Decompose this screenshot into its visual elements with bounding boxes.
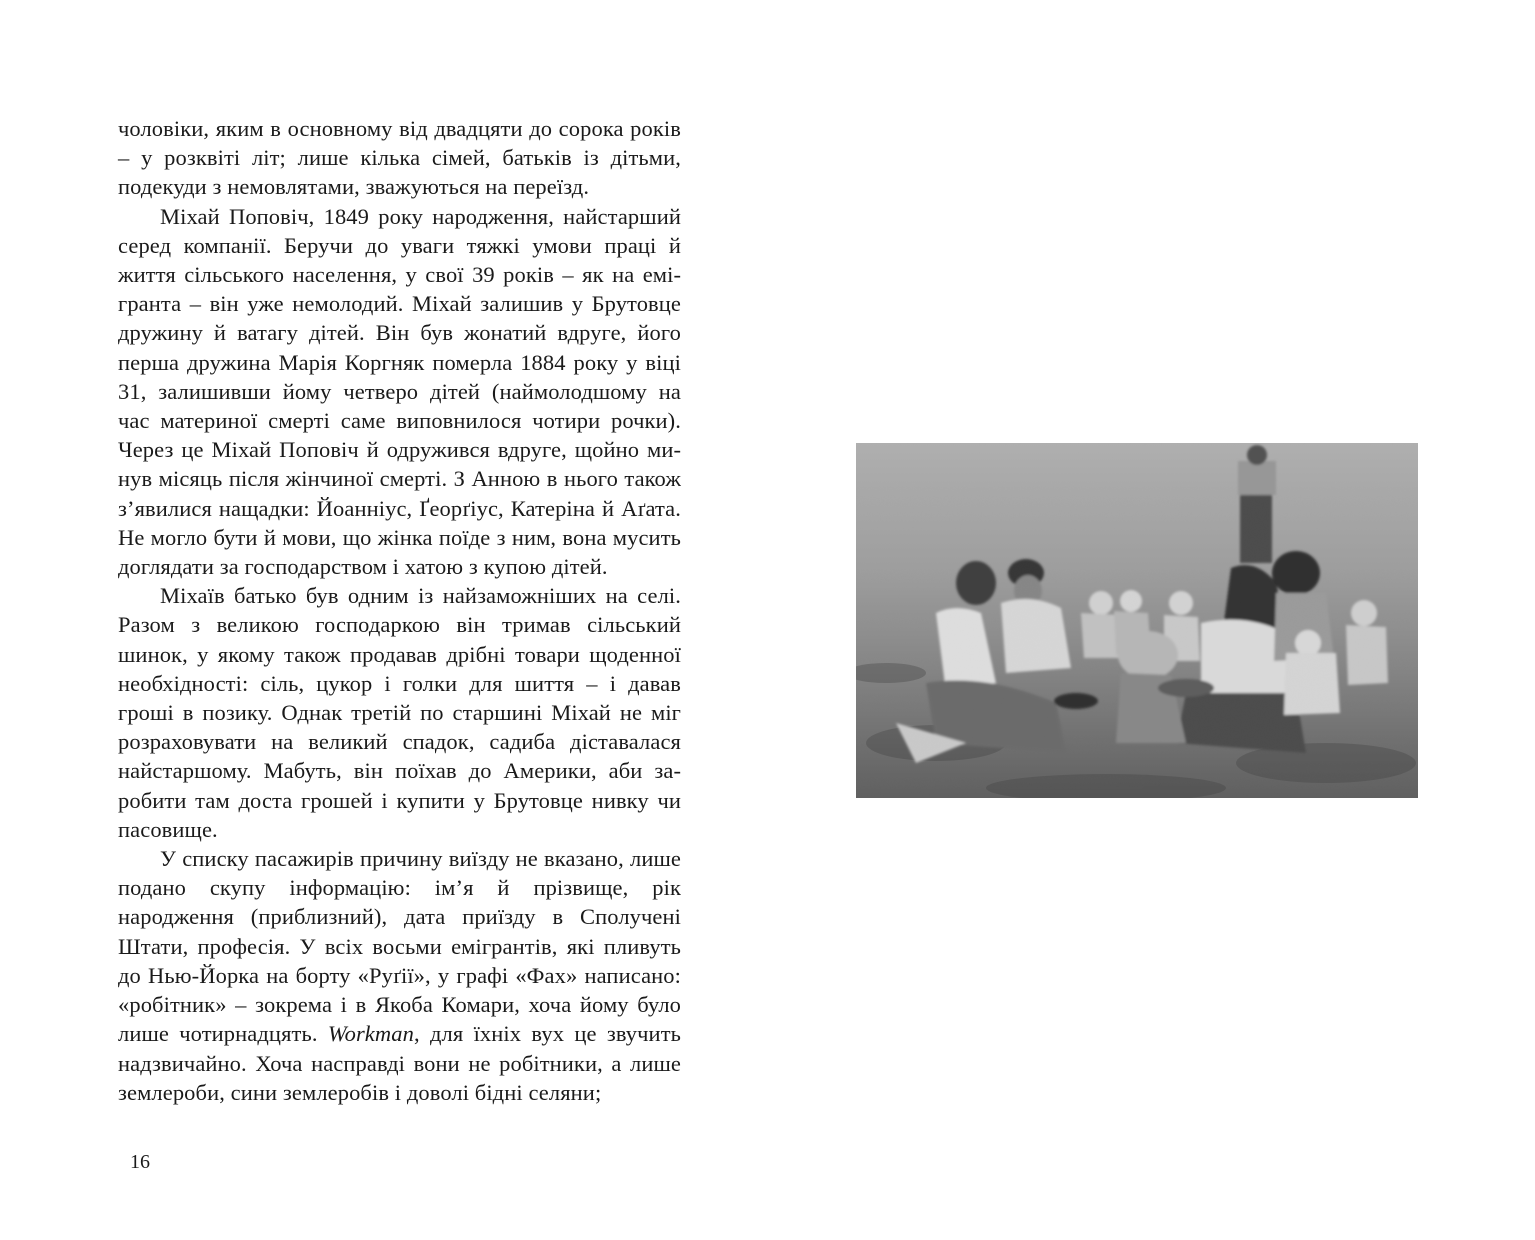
paragraph-4-italic-term: Workman	[327, 1021, 414, 1047]
paragraph-3: Міхаїв батько був одним із найзаможніших на селі. Разом з великою господаркою він тримав сільський шинок, у якому також продавав дрібні товари щоденної необхідності: сіль, цукор і голки для шиття – і давав гроші в позику. Однак третій по старшині Міхай не міг розраховувати на великий спадок, садиба діставалася найстаршому. Мабуть, він поїхав до Америки, аби заробити там доста грошей і купити у Брутовце нивку чи пасовище.	[118, 583, 681, 842]
family-picnic-photo	[856, 443, 1418, 798]
paragraph-2: Міхай Поповіч, 1849 року народження, найстарший серед компанії. Беручи до уваги тяжкі умови праці й життя сільського населення, у свої 39 років – як на емігранта – він уже немолодий. Міхай залишив у Брутовце дружину й ватагу дітей. Він був жонатий вдруге, його перша дружина Марія Коргняк померла 1884 року у віці 31, залишивши йому четверо дітей (наймолодшому на час материної смерті саме виповнилося чотири рочки). Через це Міхай Поповіч й одружився вдруге, щойно минув місяць після жінчиної смерті. З Анною в нього також з’явилися нащадки: Йоанніус, Ґеорґіус, Катеріна й Аґата. Не могло бути й мови, що жінка поїде з ним, вона мусить доглядати за господарством і хатою з купою дітей.	[118, 203, 681, 580]
paragraph-4	[118, 844, 681, 1107]
paragraph-4-part-1: У списку пасажирів причину виїзду не вказано, лише подано скупу інформацію: ім’я й прізвище, рік народження (приблизний), дата приїзду в Сполучені Штати, професія. У всіх восьми емігрантів, які пливуть до Нью-Йорка на борту «Руґії», у графі «Фах» написано: «робітник» – зокрема і в Якоба Комари, хоча йому було лише чотирнадцять.	[118, 846, 681, 1047]
paragraph-1: чоловіки, яким в основному від двадцяти до сорока років – у розквіті літ; лише кілька сімей, батьків із дітьми, подекуди з немовлятами, зважуються на переїзд.	[118, 116, 681, 200]
page-number: 16	[130, 1151, 150, 1173]
photo-illustration	[856, 443, 1418, 798]
paragraph-4-part-2: , для їхніх вух це звучить надзвичайно. Хоча насправді вони не робітники, а лише землероби, сини землеробів і доволі бідні селяни;	[118, 1021, 681, 1105]
main-text-column	[118, 114, 681, 1107]
